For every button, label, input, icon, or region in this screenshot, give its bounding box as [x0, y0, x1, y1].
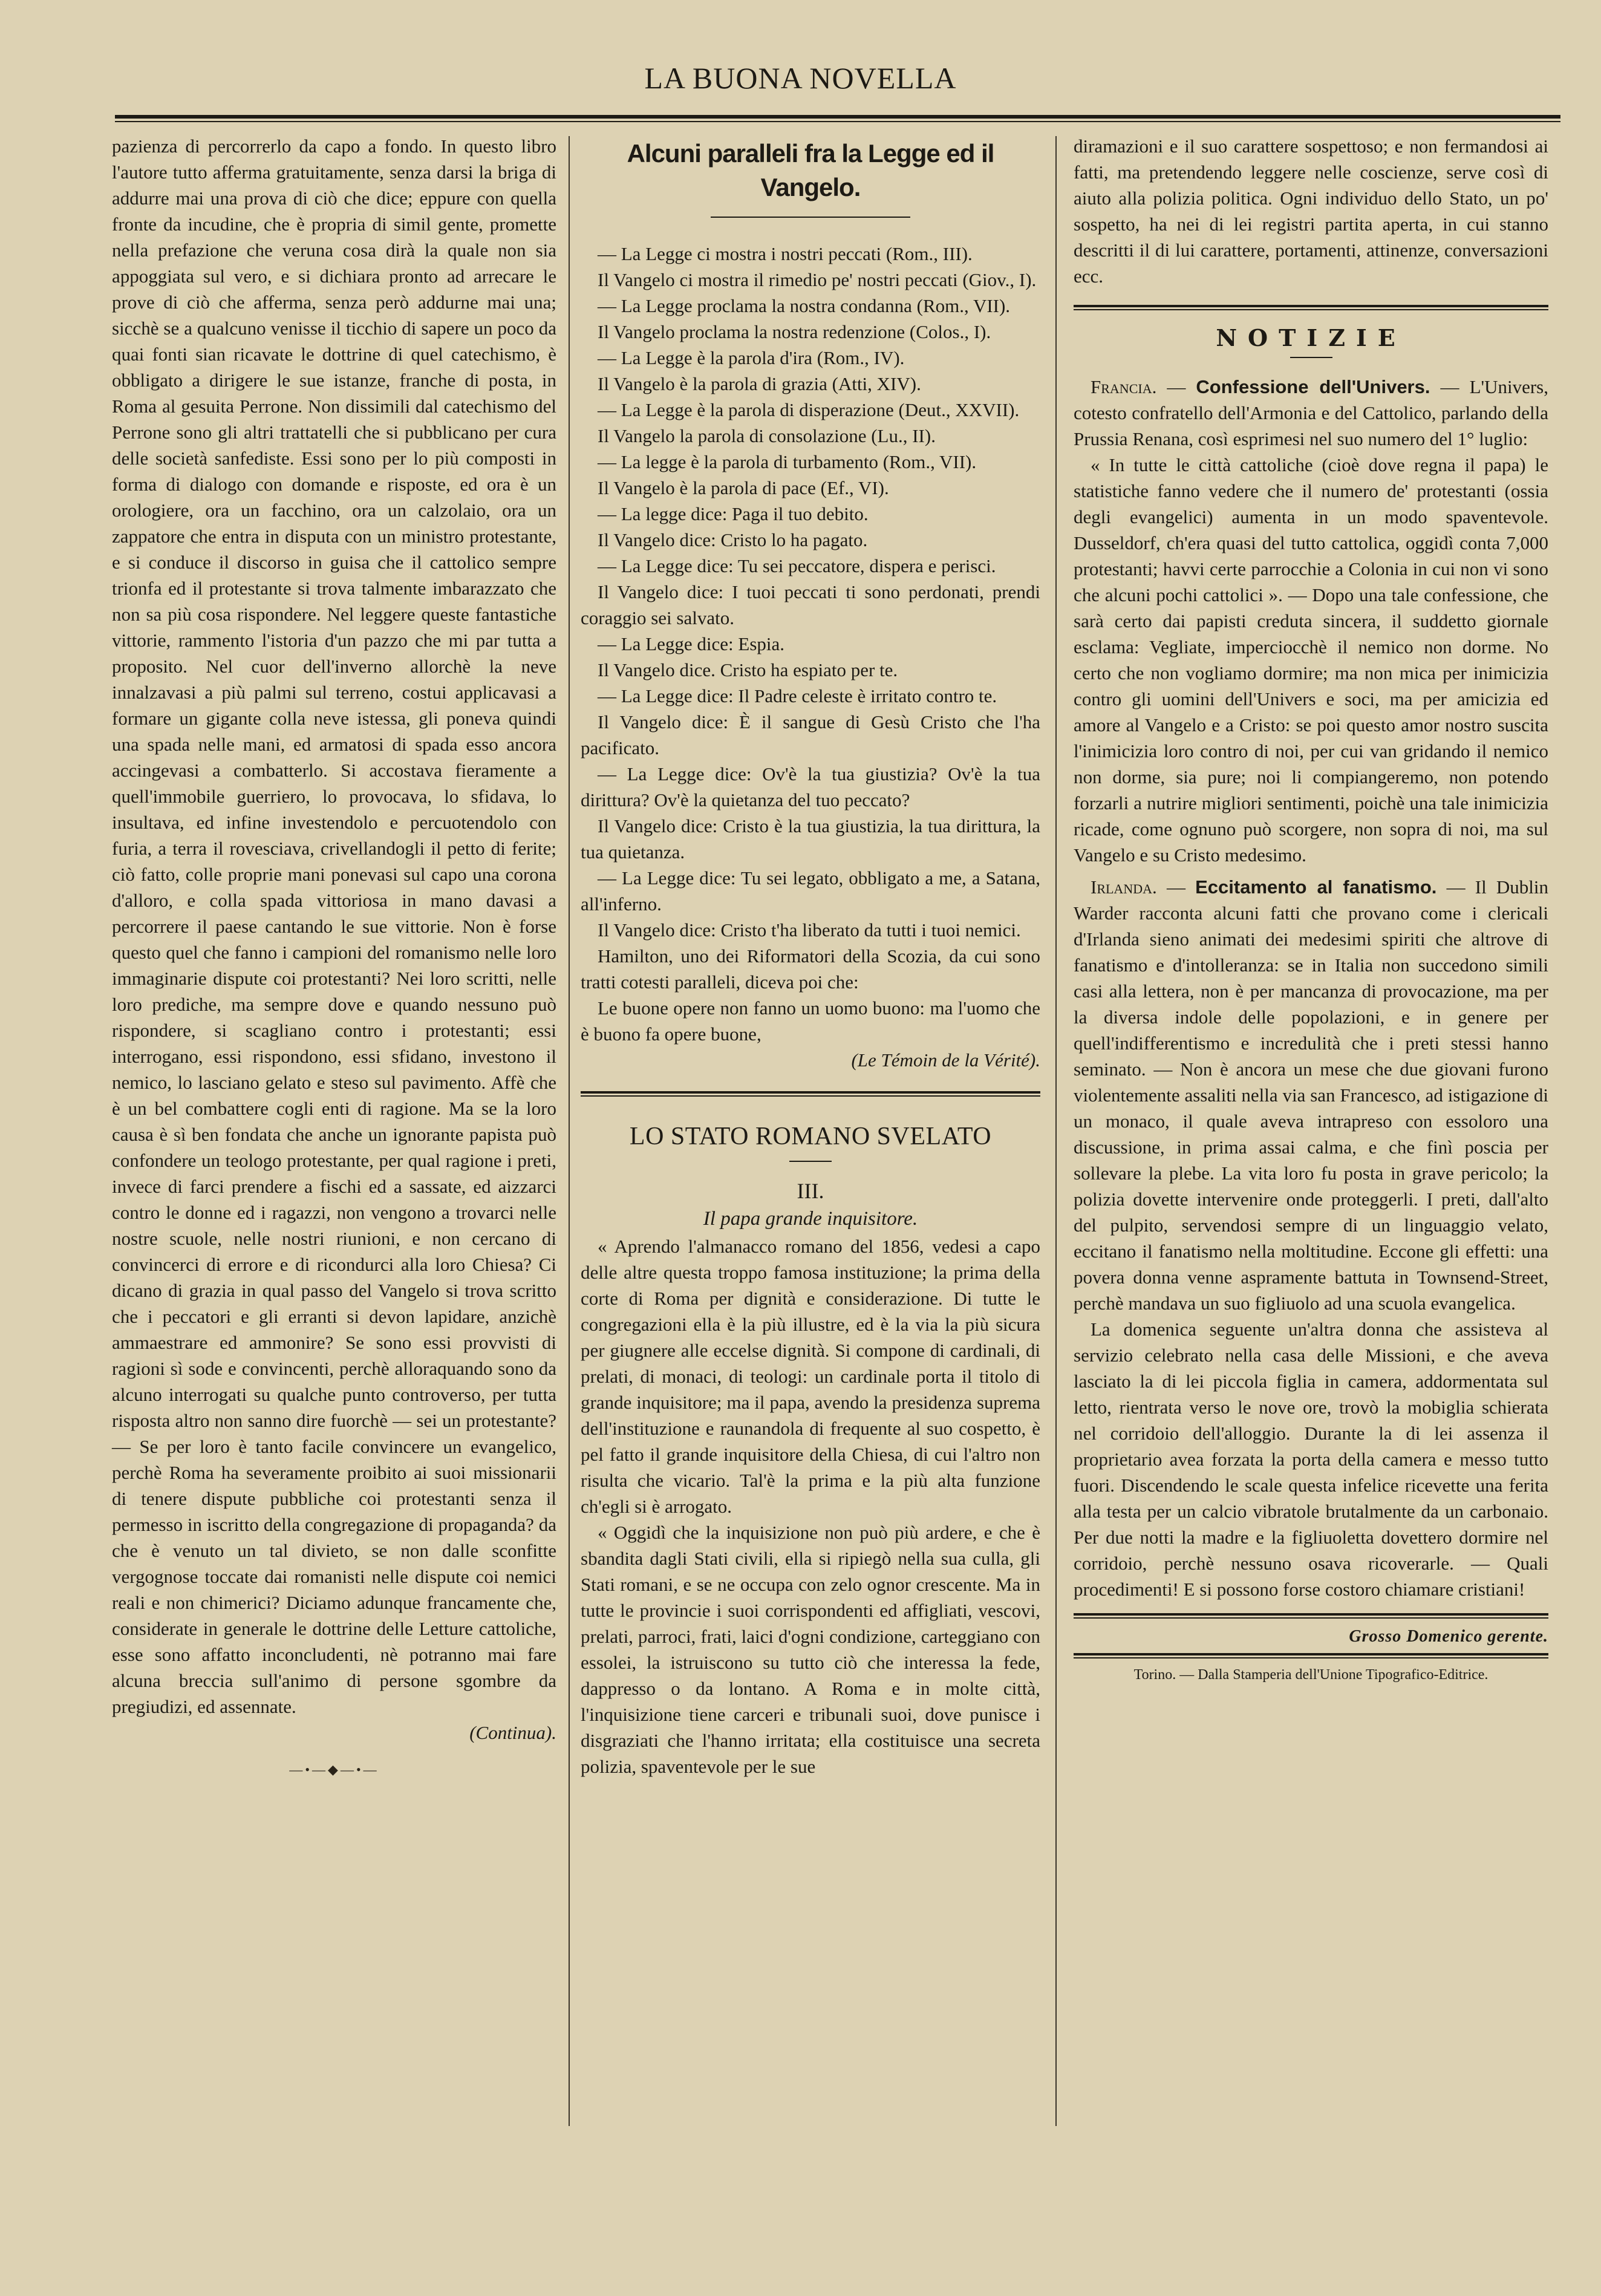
parallel-line: — La Legge è la parola di disperazione (Deut., XXVII). — [598, 399, 1020, 420]
parallel-line: — La Legge è la parola d'ira (Rom., IV). — [598, 347, 905, 368]
parallel-line: — La legge è la parola di turbamento (Rom., VII). — [598, 451, 977, 472]
section-paragraph: « Oggidì che la inquisizione non può più ardere, e che è sbandita dagli Stati civili, ella si ripiegò nella sua culla, gli Stati romani, e se ne occupa con zelo ognor crescente. Ma in tutte le provincie i suoi corrispondenti ed affigliati, vescovi, prelati, parroci, frati, laici d'ogni condizione, carteggiano con essolei, la istruiscono su tutto ciò che interessa la fede, dappresso o da lontano. A Roma e in molte città, l'inquisizione tiene carceri e tribunali suoi, dove punisce i disgraziati che l'hanno irritata; ella costituisce una secreta polizia, spaventevole per le sue — [581, 1522, 1040, 1777]
heading-underline — [711, 217, 910, 218]
parallel-line: — La Legge dice: Ov'è la tua giustizia? Ov'è la tua dirittura? Ov'è la quietanza del tuo peccato? — [581, 763, 1040, 810]
imprint-line: Torino. — Dalla Stamperia dell'Unione Tipografico-Editrice. — [1133, 1667, 1489, 1683]
parallel-line: — La Legge dice: Espia. — [598, 633, 785, 654]
column-middle — [581, 133, 1040, 1779]
parallel-line: Il Vangelo dice. Cristo ha espiato per te. — [598, 659, 898, 680]
news-quote-france: « In tutte le città cattoliche (cioè dove regna il papa) le statistiche fanno vedere che il numero de' protestanti (ossia degli evangelici) aumenta in un modo spaventevole. Dusseldorf, ch'era quasi del tutto cattolica, oggidì conta 7,000 protestanti; havvi certe parrocchie a Colonia in cui non vi sono che alcuni pochi cattolici ». — Dopo una tale confessione, che sarà certo dai papisti creduta sincera, il suddetto giornale esclama: Vegliate, imperciocchè il nemico non dorme. No certo che non vogliamo dormire; ma non mica per inimicizia contro gli uomini dell'Univers e soci, ma per amicizia ed amore al Vangelo e a Cristo: se poi questo amor nostro suscita l'inimicizia loro contro di noi, per cui van gridando il nemico non dorme, sia pure; noi li compiangeremo, non potendo forzarli a nutrire migliori sentimenti, poichè una tale inimicizia ricade, come ognuno può scorgere, non sopra di noi, ma sul Vangelo e su Cristo medesimo. — [1074, 454, 1548, 866]
news-place-france: Francia. — [1091, 376, 1157, 397]
parallel-line: Il Vangelo è la parola di grazia (Atti, XIV). — [598, 373, 921, 394]
masthead-rule — [115, 115, 1560, 122]
section-rule — [581, 1091, 1040, 1097]
imprint-rule — [1074, 1653, 1548, 1658]
parallel-line: Il Vangelo dice: Cristo t'ha liberato da tutti i tuoi nemici. — [598, 919, 1021, 941]
news-text-france: — L'Univers, cotesto confratello dell'Armonia e del Cattolico, parlando della Prussia Renana, così esprimesi nel suo numero del 1° luglio: — [1074, 376, 1548, 449]
section-subtitle: Il papa grande inquisitore. — [703, 1208, 918, 1230]
parallel-line: Il Vangelo la parola di consolazione (Lu., II). — [598, 425, 936, 446]
column-right: diramazioni e il suo carattere sospettoso; e non fermandosi ai fatti, ma pretendendo leggere nelle coscienze, serve così di aiuto alla polizia politica. Ogni individuo dello Stato, un po' sospetto, ha nei di lei registri partita aperta, in cui stanno descritti il di lui carattere, portamenti, attinenze, conversazioni ecc. NOTIZIE Francia. — Confessione dell'Univers. — L'Univers, cotesto confratello dell'Armonia e del Cattolico, parlando della Prussia Renana, così esprimesi nel suo numero del 1° luglio: « In tutte le città cattoliche (cioè dove regna il papa) le statistiche fanno vedere che il numero de' protestanti (ossia degli evangelici) aumenta in un modo spaventevole. Dusseldorf, ch'era quasi del tutto cattolica, oggidì conta 7,000 protestanti; havvi certe parrocchie a Colonia in cui non vi sono che alcuni pochi cattolici ». — Dopo una tale confessione, che sarà certo dai papisti creduta sincera, il suddetto giornale esclama: Vegliate, imperciocchè il nemico non dorme. No certo che non vogliamo dormire; ma non mica per inimicizia contro gli uomini dell'Univers e soci, ma per amicizia ed amore al Vangelo e a Cristo: se poi questo amor nostro suscita l'inimicizia loro contro di noi, per cui van gridando il nemico non dorme, sia pure; noi li compiangeremo, non potendo forzarli a nutrire migliori sentimenti, poichè una tale inimicizia ricade, come ognuno può scorgere, non sopra di noi, ma sul Vangelo e su Cristo medesimo. Irlanda. — Eccitamento al fanatismo. — Il Dublin Warder racconta alcuni fatti che provano come i clericali d'Irlanda sieno animati dei medesimi spiriti che altrove di fanatismo e d'intolleranza: se in Italia non succedono simili casi alla lettera, non è per mancanza di provocazione, ma per la diversa indole delle popolazioni, e in genere per quell'indifferentismo e incredulità che i preti stessi hanno seminato. — Non è ancora un mese che due giovani furono violentemente assaliti nella via san Francesco, ad istigazione di un monaco, il quale aveva intrapreso con essoloro una discussione, in prima assai calma, e che finì poscia per sollevare la plebe. La vita loro fu posta in grave pericolo; la polizia dovette intervenire onde proteggerli. I preti, dall'alto del pulpito, servendosi sempre di un linguaggio velato, eccitano il fanatismo nella moltitudine. Eccone gli effetti: una povera donna venne aspramente battuta in Townsend-Street, perchè mandava un suo figliuolo ad una scuola evangelica. La domenica seguente un'altra donna che assisteva al servizio celebrato nella casa delle Missioni, e che aveva lasciato la di lei piccola figlia in camera, addormentata sul letto, rientrata verso le nove ore, trovò la mobiglia schierata nel corridoio dell'alloggio. Durante la di lei assenza il proprietario avea forzata la porta della camera e messo tutto fuori. Discendendo le scale questa infelice ricevette una ferita alla testa per un calcio vibratole brutalmente da un carbonaio. Per due notti la madre e la figliuoletta dovettero dormire nel corridoio, perchè nessuno osava ricoverarle. — Quali procedimenti! E si possono forse costoro chiamare cristiani! Grosso Domenico gerente. Torino. — Dalla Stamperia dell'Unione Tipografico-Editrice. — [1074, 133, 1548, 1685]
section-title: LO STATO ROMANO SVELATO — [629, 1123, 992, 1150]
parallel-line: — La Legge dice: Il Padre celeste è irritato contro te. — [598, 685, 997, 706]
section-number: III. — [797, 1179, 824, 1203]
section-paragraph: « Aprendo l'almanacco romano del 1856, vedesi a capo delle altre questa troppo famosa instituzione; la prima della corte di Roma per dignità e considerazione. Di tutte le congregazioni ella è la più illustre, ed è la via la più sicura per giugnere alle eccelse dignità. Si compone di cardinali, di prelati, di monaci, di teologi: un cardinale porta il titolo di grande inquisitore; ma il papa, avendo la presidenza suprema dell'instituzione e raunandola di frequente al suo cospetto, è pel fatto il grande inquisitore della Chiesa, di cui l'altro non risulta che vicario. Tal'è la prima e la più alta funzione ch'egli si è arrogato. — [581, 1236, 1040, 1517]
notizie-title: NOTIZIE — [1216, 324, 1406, 351]
column-divider-right — [1055, 136, 1057, 2126]
masthead-title: LA BUONA NOVELLA — [644, 61, 957, 95]
column-left — [112, 133, 556, 1782]
parallel-line: Il Vangelo è la parola di pace (Ef., VI). — [598, 477, 889, 498]
parallel-line: — La legge dice: Paga il tuo debito. — [598, 503, 869, 524]
continua-signoff: (Continua). — [469, 1722, 556, 1743]
article-continuation-text: pazienza di percorrerlo da capo a fondo. In questo libro l'autore tutto afferma gratuitamente, senza darsi la briga di addurre mai una prova di ciò che dice; eppure con quella fronte da incudine, che è propria di simil gente, promette nella prefazione che veruna cosa dirà la quale non sia appoggiata sul vero, e si dichiara pronto ad arrecare le prove di ciò che afferma, senza però addurne mai una; sicchè se a qualcuno venisse il ticchio di sapere un poco da quai fonti sian ricavate le dottrine di quel catechismo, è obbligato a dirigere le sue istanze, franche di posta, in Roma al gesuita Perrone. Non dissimili dal catechismo del Perrone sono gli altri trattatelli che si pubblicano per cura delle società sanfediste. Essi sono per lo più composti in forma di dialogo con domande e risposte, ed ora è un orologiere, ora un facchino, ora un calzolaio, ora un zappatore che entra in disputa con un ministro protestante, e si conduce il discorso in guisa che il cattolico sempre trionfa ed il protestante si trova talmente imbarazzato che non sa più cosa rispondere. Nel leggere queste fantastiche vittorie, rammento l'istoria d'un pazzo che mi par tutta a proposito. Nel cuor dell'inverno allorchè la neve innalzavasi a più palmi sul terreno, costui applicavasi a formare un gigante colla neve istessa, gli poneva quindi una spada nelle mani, ed armatosi di spada esso ancora accingevasi a combatterlo. Si accostava fieramente a quell'immobile guerriero, lo provocava, lo sfidava, lo insultava, ed infine investendolo e percuotendolo con furia, a terra il rovesciava, crivellandogli il petto di ferite; ciò fatto, colle proprie mani ponevasi sul capo una corona d'alloro, e colla spada vittoriosa in mano davasi a percorrere il paese cantando le sue vittorie. Non è forse questo quel che fanno i campioni del romanismo nelle loro immaginarie dispute coi protestanti? Nei loro scritti, nelle loro prediche, ma sempre dove e quando nessuno può rispondere, si scagliano contro i protestanti; essi interrogano, essi rispondono, essi sfidano, investono il nemico, lo lasciano gelato e steso sul pavimento. Affè che è un bel combattere cogli enti di ragione. Ma se la loro causa è sì ben fondata che anche un ignorante papista può confondere un teologo protestante, per qual ragione i preti, invece di farci prendere a fischi ed a sassate, ed aizzarci contro le donne ed i ragazzi, non vengono a trovarci nelle nostre scuole, nelle nostri riunioni, e non cercano di convincerci di errore e di ricondurci alla loro Chiesa? Ci dicano di grazia in qual passo del Vangelo si trova scritto che i peccatori e gli erranti si devon lapidare, anzichè ammaestrare ed ammonire? Se sono essi provvisti di ragioni sì sode e convincenti, perchè alloraquando sono da alcuno interrogati su qualche punto controverso, per tutta risposta altro non sanno dire fuorchè — sei un protestante? — Se per loro è tanto facile convincere un evangelico, perchè Roma ha severamente proibito ai suoi missionarii di tenere dispute pubbliche coi protestanti senza il permesso in iscritto della congregazione di propaganda? da che è venuto un tal divieto, se non dalle sconfitte vergognose toccate dai romanisti nelle dispute coi nemici reali e non chimerici? Diciamo adunque francamente che, considerate in generale le dottrine delle Letture cattoliche, esse sono affatto inconcludenti, nè potranno mai fare alcuna breccia sull'animo di persone sgombre da pregiudizi, ed assennate. — [112, 135, 556, 1717]
parallel-line: — La Legge proclama la nostra condanna (Rom., VII). — [598, 295, 1011, 316]
parallel-line: Il Vangelo proclama la nostra redenzione (Colos., I). — [598, 321, 991, 342]
parallel-line: Il Vangelo dice: I tuoi peccati ti sono perdonati, prendi coraggio sei salvato. — [581, 581, 1040, 628]
gerente-signature: Grosso Domenico gerente. — [1349, 1627, 1548, 1646]
news-title-france: Confessione dell'Univers. — [1196, 376, 1430, 397]
paralleli-heading: Alcuni paralleli fra la Legge ed il Vangelo. — [627, 139, 994, 201]
notizie-rule — [1074, 305, 1548, 310]
parallel-line: Il Vangelo dice: Cristo lo ha pagato. — [598, 529, 868, 550]
notizie-underline — [1290, 357, 1332, 358]
parallel-line: — La Legge ci mostra i nostri peccati (Rom., III). — [598, 243, 973, 264]
news-place-ireland: Irlanda. — [1091, 876, 1157, 898]
parallel-line: Il Vangelo ci mostra il rimedio pe' nostri peccati (Giov., I). — [598, 269, 1037, 290]
parallel-line: — La Legge dice: Tu sei peccatore, dispera e perisci. — [598, 555, 996, 576]
footer-rule — [1074, 1613, 1548, 1619]
news-title-ireland: Eccitamento al fanatismo. — [1195, 876, 1437, 898]
section-continuation-text: diramazioni e il suo carattere sospettoso; e non fermandosi ai fatti, ma pretendendo leggere nelle coscienze, serve così di aiuto alla polizia politica. Ogni individuo dello Stato, un po' sospetto, ha nei di lei registri partita aperta, in cui stanno descritti il di lui carattere, portamenti, attinenze, conversazioni ecc. — [1074, 135, 1548, 287]
parallel-line: Il Vangelo dice: Cristo è la tua giustizia, la tua dirittura, la tua quietanza. — [581, 815, 1040, 863]
ornament-divider: —•—◆—•— — [289, 1762, 379, 1777]
parallel-line: — La Legge dice: Tu sei legato, obbligato a me, a Satana, all'inferno. — [581, 867, 1040, 915]
parallel-line: Il Vangelo dice: È il sangue di Gesù Cristo che l'ha pacificato. — [581, 711, 1040, 758]
news-text-ireland-continued: La domenica seguente un'altra donna che assisteva al servizio celebrato nella casa delle Missioni, e che aveva lasciato la di lei piccola figlia in camera, addormentata sul letto, rientrata verso le nove ore, trovò la mobiglia schierata nel corridoio dell'alloggio. Durante la di lei assenza il proprietario avea forzata la porta della camera e messo tutto fuori. Discendendo le scale questa infelice ricevette una ferita alla testa per un calcio vibratole brutalmente da un carbonaio. Per due notti la madre e la figliuoletta dovettero dormire nel corridoio, perchè nessuno osava ricoverarle. — Quali procedimenti! E si possono forse costoro chiamare cristiani! — [1074, 1319, 1548, 1600]
parallels-list — [581, 241, 1040, 1047]
news-text-ireland: — Il Dublin Warder racconta alcuni fatti che provano come i clericali d'Irlanda sieno animati dei medesimi spiriti che altrove di fanatismo e d'intolleranza: se in Italia non succedono simili casi alla lettera, non è per mancanza di provocazione, ma per la diversa indole delle popolazioni, e in genere per quell'indifferentismo e incredulità che i preti stessi hanno seminato. — Non è ancora un mese che due giovani furono violentemente assaliti nella via san Francesco, ad istigazione di un monaco, il quale aveva intrapreso con essoloro una discussione, in prima assai calma, e che finì poscia per sollevare la plebe. La vita loro fu posta in grave pericolo; la polizia dovette intervenire onde proteggerli. I preti, dall'alto del pulpito, servendosi sempre di un linguaggio velato, eccitano il fanatismo nella moltitudine. Eccone gli effetti: una povera donna venne aspramente battuta in Townsend-Street, perchè mandava un suo figliuolo ad una scuola evangelica. — [1074, 876, 1549, 1314]
section-title-underline — [789, 1161, 832, 1162]
column-divider-left — [569, 136, 570, 2126]
parallel-line: Hamilton, uno dei Riformatori della Scozia, da cui sono tratti cotesti paralleli, diceva poi che: — [581, 945, 1040, 993]
source-citation: (Le Témoin de la Vérité). — [851, 1049, 1040, 1071]
parallel-line: Le buone opere non fanno un uomo buono: ma l'uomo che è buono fa opere buone, — [581, 997, 1040, 1045]
